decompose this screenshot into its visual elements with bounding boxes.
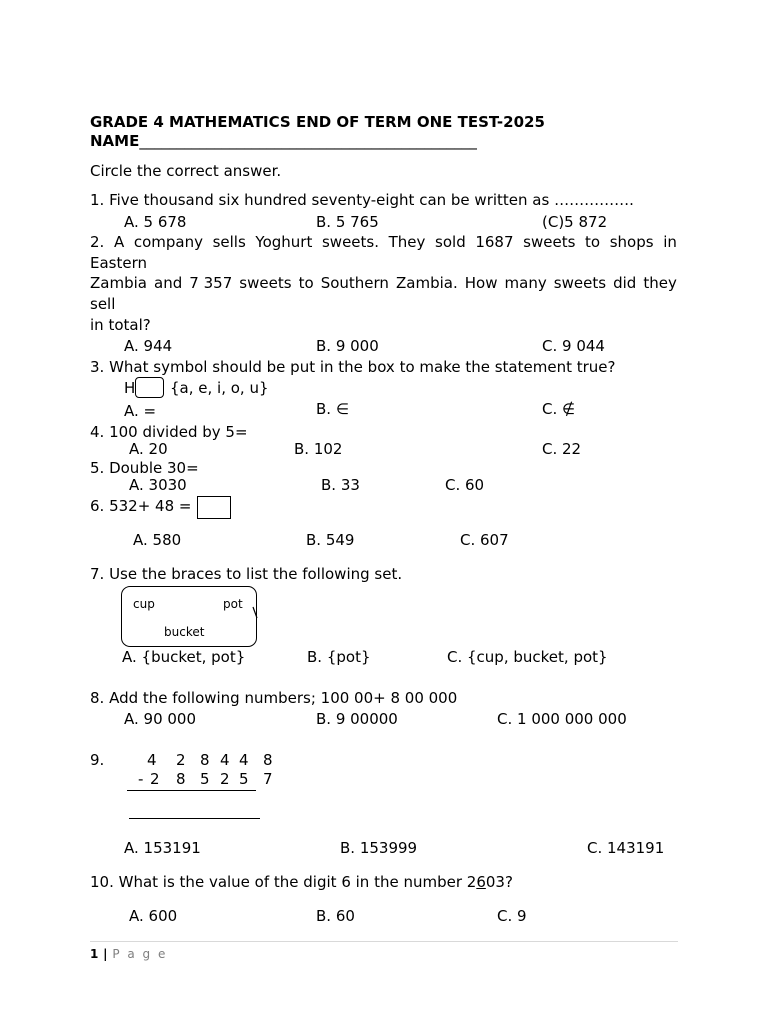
q2-text-line: [90, 316, 151, 334]
question-9-number: 9.: [90, 751, 105, 769]
q9-bottom-digit: 2: [220, 770, 230, 788]
question-10-text: [90, 873, 513, 891]
set-item-bucket: bucket: [164, 625, 205, 639]
q9-top-digit: 2: [176, 751, 186, 769]
q6-option-a[interactable]: A. 580: [133, 531, 182, 549]
q2-word: to: [298, 274, 314, 292]
q2-word: in: [663, 233, 677, 251]
q2-text-line: [90, 274, 677, 292]
question-3-text: 3. What symbol should be put in the box to make the statement true?: [90, 358, 616, 376]
set-item-cup: cup: [133, 597, 155, 611]
q6-option-b[interactable]: B. 549: [306, 531, 355, 549]
q2-word: many: [504, 274, 547, 292]
question-1-text: 1. Five thousand six hundred seventy-eight can be written as …………….: [90, 191, 634, 209]
q2-text-line: [90, 254, 147, 272]
q3-option-c[interactable]: C. ∉: [542, 400, 576, 418]
q3-answer-box[interactable]: [135, 377, 164, 398]
question-8-text: 8. Add the following numbers; 100 00+ 8 00 000: [90, 689, 458, 707]
q4-option-b[interactable]: B. 102: [294, 440, 343, 458]
q10-text-before: 10. What is the value of the digit 6 in the number 2: [90, 873, 477, 891]
q9-minus-sign: -: [138, 770, 144, 788]
q9-top-digit: 4: [220, 751, 230, 769]
footer-divider: [90, 941, 678, 942]
q2-word: 7 357: [189, 274, 233, 292]
q5-option-c[interactable]: C. 60: [445, 476, 485, 494]
q10-option-a[interactable]: A. 600: [129, 907, 178, 925]
q10-option-b[interactable]: B. 60: [316, 907, 355, 925]
name-label: NAME: [90, 132, 140, 150]
q3-option-a[interactable]: A. =: [124, 402, 157, 420]
q9-bottom-digit: 8: [176, 770, 186, 788]
q9-option-c[interactable]: C. 143191: [587, 839, 665, 857]
q2-word: How: [464, 274, 498, 292]
q2-word: sweets: [523, 233, 576, 251]
q5-option-a[interactable]: A. 3030: [129, 476, 187, 494]
set-item-pot: pot: [223, 597, 243, 611]
page-footer: [90, 944, 167, 963]
q2-word: 2.: [90, 233, 105, 251]
q9-option-b[interactable]: B. 153999: [340, 839, 418, 857]
q2-text-line: [90, 295, 115, 313]
q2-word: Eastern: [90, 254, 148, 272]
q9-answer-line[interactable]: [129, 818, 260, 819]
page-number: 1: [90, 947, 99, 961]
q2-word: they: [643, 274, 677, 292]
q3-statement-prefix: H: [124, 379, 136, 397]
q2-word: in total?: [90, 316, 151, 334]
q9-bottom-digit: 5: [200, 770, 210, 788]
q2-option-c[interactable]: C. 9 044: [542, 337, 605, 355]
q7-option-c[interactable]: C. {cup, bucket, pot}: [447, 648, 608, 666]
q8-option-c[interactable]: C. 1 000 000 000: [497, 710, 627, 728]
q2-word: sweets.: [321, 233, 379, 251]
q2-word: sweets: [553, 274, 607, 292]
q1-option-b[interactable]: B. 5 765: [316, 213, 379, 231]
q9-top-digit: 4: [239, 751, 249, 769]
question-7-text: 7. Use the braces to list the following set.: [90, 565, 403, 583]
q5-option-b[interactable]: B. 33: [321, 476, 360, 494]
q2-option-b[interactable]: B. 9 000: [316, 337, 379, 355]
question-5-text: 5. Double 30=: [90, 459, 199, 477]
q3-statement-set: {a, e, i, o, u}: [170, 379, 269, 397]
page-separator: |: [103, 947, 108, 961]
q2-text-line: [90, 233, 677, 251]
q9-top-digit: 8: [263, 751, 273, 769]
q1-option-a[interactable]: A. 5 678: [124, 213, 187, 231]
q9-bottom-number: [0, 770, 768, 788]
q2-word: Zambia: [90, 274, 147, 292]
q2-word: sells: [212, 233, 246, 251]
q4-option-a[interactable]: A. 20: [129, 440, 168, 458]
q2-word: company: [133, 233, 203, 251]
q2-word: Southern: [320, 274, 389, 292]
q6-answer-box[interactable]: [197, 496, 231, 519]
q9-top-digit: 8: [200, 751, 210, 769]
q2-word: They: [388, 233, 426, 251]
name-blank-line: _____________________________________________: [139, 132, 477, 150]
resize-handle-icon: [251, 606, 261, 620]
q7-option-b[interactable]: B. {pot}: [307, 648, 371, 666]
q2-word: sweets: [239, 274, 292, 292]
q10-underlined-digit: 6: [476, 873, 486, 891]
q10-option-c[interactable]: C. 9: [497, 907, 527, 925]
q2-word: Yoghurt: [255, 233, 313, 251]
question-4-text: 4. 100 divided by 5=: [90, 423, 248, 441]
q8-option-a[interactable]: A. 90 000: [124, 710, 197, 728]
q2-word: 1687: [475, 233, 514, 251]
q9-top-digit: 4: [147, 751, 157, 769]
q9-option-a[interactable]: A. 153191: [124, 839, 201, 857]
q7-option-a[interactable]: A. {bucket, pot}: [122, 648, 246, 666]
q2-word: Zambia.: [395, 274, 458, 292]
name-field: [90, 132, 477, 150]
test-title: GRADE 4 MATHEMATICS END OF TERM ONE TEST-2025: [90, 113, 545, 131]
q2-word: did: [613, 274, 637, 292]
q4-option-c[interactable]: C. 22: [542, 440, 582, 458]
q2-word: sold: [435, 233, 466, 251]
instruction-text: Circle the correct answer.: [90, 162, 282, 180]
page-word: P a g e: [112, 947, 168, 961]
q9-top-number: [0, 751, 768, 769]
q8-option-b[interactable]: B. 9 00000: [316, 710, 398, 728]
q10-text-after: 03?: [485, 873, 513, 891]
question-6-text: 6. 532+ 48 =: [90, 497, 192, 515]
q2-word: sell: [90, 295, 116, 313]
q2-option-a[interactable]: A. 944: [124, 337, 173, 355]
q9-subtraction-rule: [127, 790, 256, 791]
q2-word: and: [154, 274, 183, 292]
q9-bottom-digit: 7: [263, 770, 273, 788]
q2-word: A: [113, 233, 125, 251]
q1-option-c[interactable]: (C)5 872: [542, 213, 608, 231]
q3-option-b[interactable]: B. ∈: [316, 400, 349, 418]
q9-bottom-digit: 2: [150, 770, 160, 788]
q2-word: to: [585, 233, 601, 251]
q7-set-box: [121, 586, 257, 647]
q6-option-c[interactable]: C. 607: [460, 531, 509, 549]
q2-word: shops: [609, 233, 654, 251]
q9-bottom-digit: 5: [239, 770, 249, 788]
